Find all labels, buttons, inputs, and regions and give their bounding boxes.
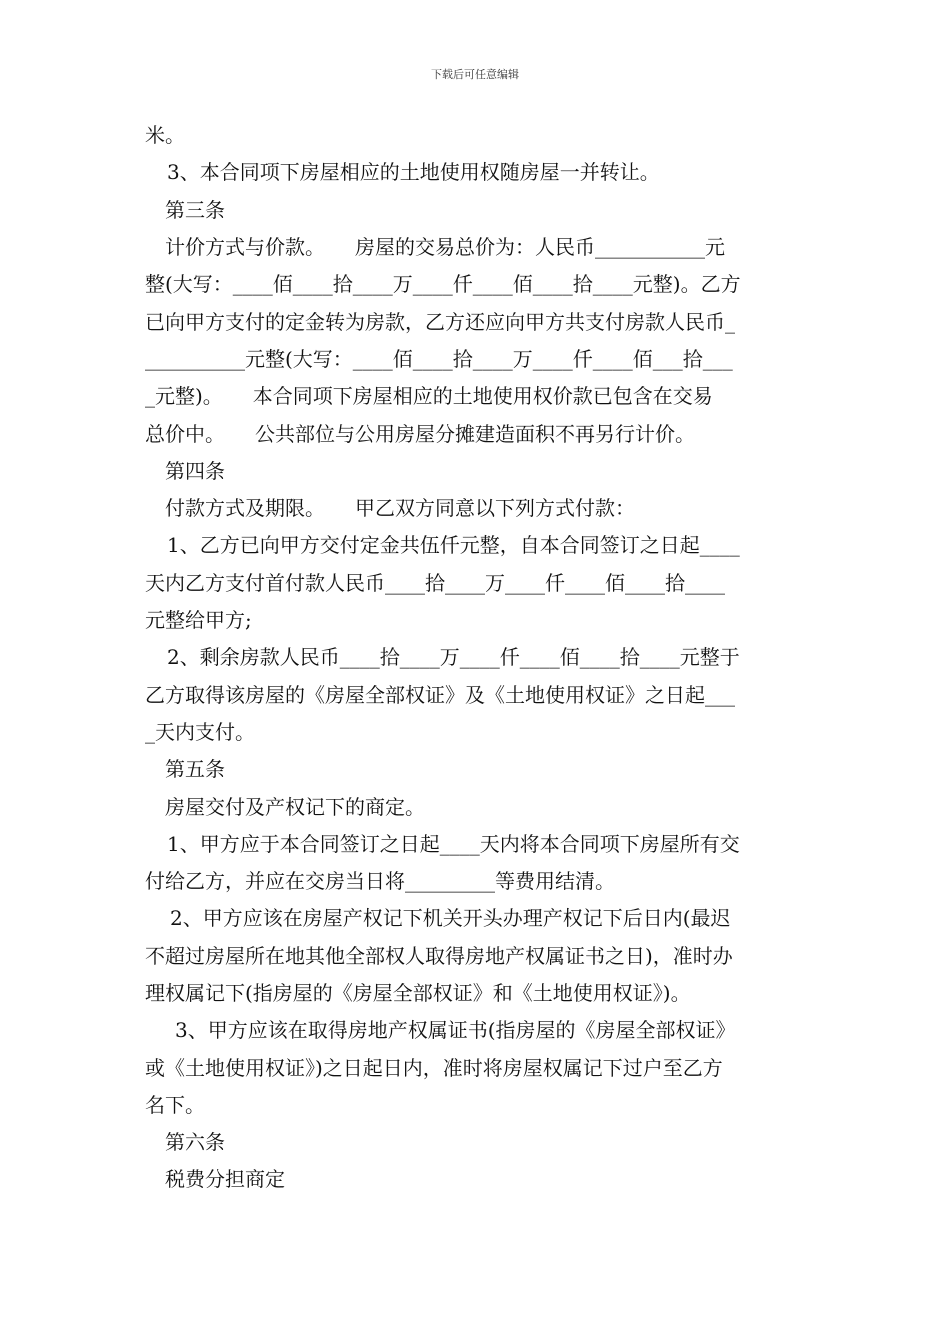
page-header: 下载后可任意编辑 <box>431 68 519 81</box>
text-line: 米。 <box>145 123 185 147</box>
text-line: 理权属记下(指房屋的《房屋全部权证》和《土地使用权证》)。 <box>145 981 691 1005</box>
text-line: 付给乙方，并应在交房当日将_________等费用结清。 <box>145 869 615 893</box>
section-heading: 第五条 <box>165 757 225 781</box>
text-line: 乙方取得该房屋的《房屋全部权证》及《土地使用权证》之日起___ <box>145 683 735 707</box>
text-line: 元整给甲方; <box>145 608 252 632</box>
section-heading: 第三条 <box>165 198 225 222</box>
text-line: __________元整(大写：____佰____拾____万____仟____佰___拾___ <box>145 347 733 371</box>
text-line: 房屋交付及产权记下的商定。 <box>165 795 425 819</box>
text-line: 1、甲方应于本合同签订之日起____天内将本合同项下房屋所有交 <box>167 832 740 856</box>
text-line: 2、甲方应该在房屋产权记下机关开头办理产权记下后日内(最迟 <box>170 906 731 930</box>
text-line: _天内支付。 <box>145 720 255 744</box>
text-line: 2、剩余房款人民币____拾____万____仟____佰____拾____元整于 <box>167 645 740 669</box>
text-line: 天内乙方支付首付款人民币____拾____万____仟____佰____拾____ <box>145 571 725 595</box>
text-line: 1、乙方已向甲方交付定金共伍仟元整，自本合同签订之日起____ <box>167 533 740 557</box>
text-line: 不超过房屋所在地其他全部权人取得房地产权属证书之日)，准时办 <box>145 944 733 968</box>
section-heading: 第四条 <box>165 459 225 483</box>
text-line: _元整)。 本合同项下房屋相应的土地使用权价款已包含在交易 <box>145 384 713 408</box>
text-line: 3、甲方应该在取得房地产权属证书(指房屋的《房屋全部权证》 <box>175 1018 736 1042</box>
text-line: 付款方式及期限。 甲乙双方同意以下列方式付款： <box>165 496 635 520</box>
text-line: 已向甲方支付的定金转为房款，乙方还应向甲方共支付房款人民币_ <box>145 310 735 334</box>
text-line: 3、本合同项下房屋相应的土地使用权随房屋一并转让。 <box>167 160 660 184</box>
text-line: 总价中。 公共部位与公用房屋分摊建造面积不再另行计价。 <box>145 422 695 446</box>
section-heading: 第六条 <box>165 1130 225 1154</box>
text-line: 名下。 <box>145 1093 205 1117</box>
text-line: 税费分担商定 <box>165 1167 285 1191</box>
text-line: 计价方式与价款。 房屋的交易总价为：人民币___________元 <box>165 235 725 259</box>
text-line: 整(大写：____佰____拾____万____仟____佰____拾____元整)。乙方 <box>145 272 741 296</box>
text-line: 或《土地使用权证》)之日起日内，准时将房屋权属记下过户至乙方 <box>145 1056 723 1080</box>
